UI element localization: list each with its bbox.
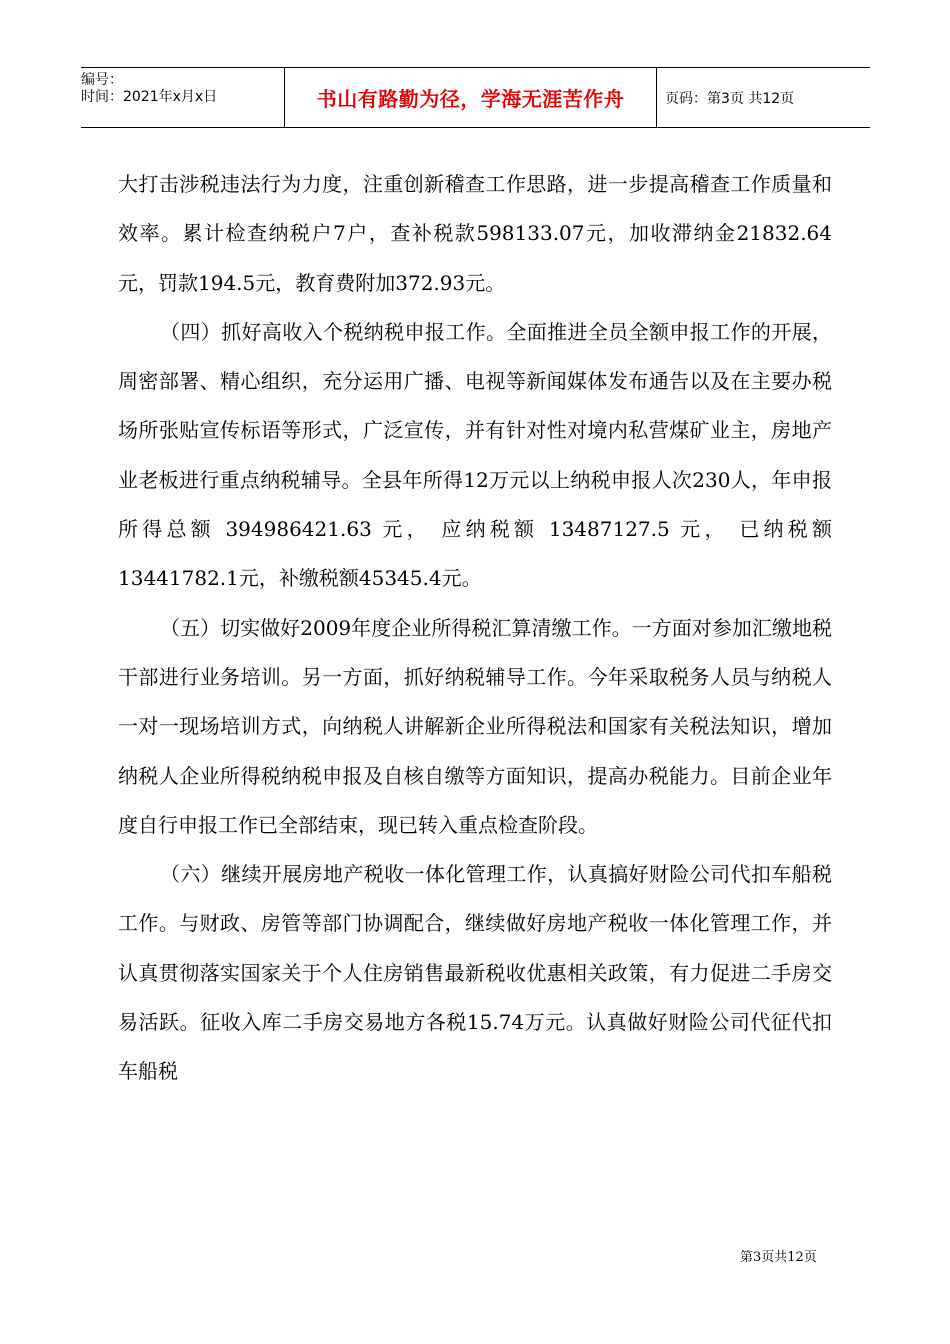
paragraph-section-6: （六）继续开展房地产税收一体化管理工作，认真搞好财险公司代扣车船税工作。与财政、房管等部门协调配合，继续做好房地产税收一体化管理工作，并认真贯彻落实国家关于个人住房销售最新税收优惠相关政策，有力促进二手房交易活跃。征收入库二手房交易地方各税15.74万元。认真做好财险公司代征代扣车船税 (118, 862, 832, 1084)
header-motto: 书山有路勤为径，学海无涯苦作舟 (284, 68, 657, 127)
page-header (81, 67, 870, 128)
document-time-label: 时间：2021年x月x日 (81, 89, 218, 105)
page-footer: 第3页共12页 (740, 1250, 817, 1265)
paragraph-section-5: （五）切实做好2009年度企业所得税汇算清缴工作。一方面对参加汇缴地税干部进行业务培训。另一方面，抓好纳税辅导工作。今年采取税务人员与纳税人一对一现场培训方式，向纳税人讲解新企业所得税法和国家有关税法知识，增加纳税人企业所得税纳税申报及自核自缴等方面知识，提高办税能力。目前企业年度自行申报工作已全部结束，现已转入重点检查阶段。 (118, 615, 832, 837)
document-body (118, 160, 832, 1097)
header-meta (81, 68, 284, 127)
paragraph-section-4: （四）抓好高收入个税纳税申报工作。全面推进全员全额申报工作的开展，周密部署、精心组织，充分运用广播、电视等新闻媒体发布通告以及在主要办税场所张贴宣传标语等形式，广泛宣传，并有针对性对境内私营煤矿业主，房地产业老板进行重点纳税辅导。全县年所得12万元以上纳税申报人次230人，年申报所得总额 394986421.63 元， 应纳税额 13487127.5 元， 已纳税额 13441782.1元，补缴税额45345.4元。 (118, 319, 832, 591)
header-page-number: 页码：第3页 共12页 (665, 90, 795, 107)
document-number-label: 编号： (81, 72, 123, 88)
paragraph-continued: 大打击涉税违法行为力度，注重创新稽查工作思路，进一步提高稽查工作质量和效率。累计检查纳税户7户，查补税款598133.07元，加收滞纳金21832.64元，罚款194.5元，教育费附加372.93元。 (118, 172, 832, 295)
